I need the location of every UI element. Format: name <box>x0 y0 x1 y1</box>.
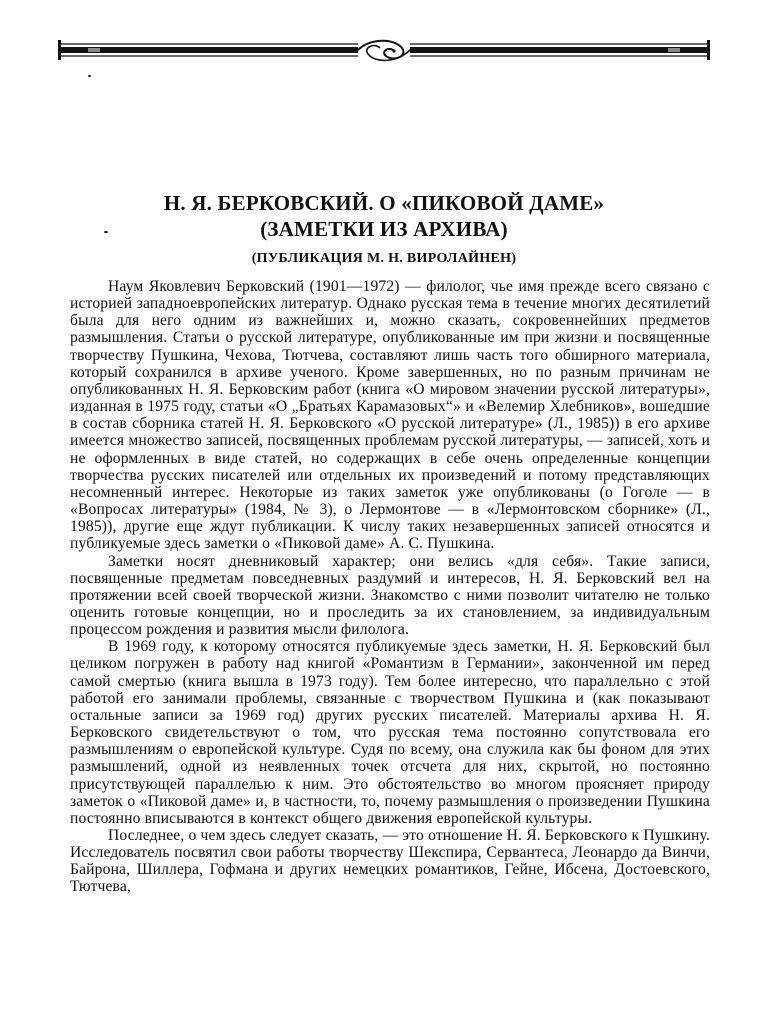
paragraph: Заметки носят дневниковый характер; они велись «для себя». Такие записи, посвященные предметам повседневных раздумий и интересов, Н. Я. Берковский вел на протяжении всей своей творческой жизни. Знакомство с ними позволит читателю не только оценить готовые концепции, но и проследить за их становлением, за индивидуальным процессом рождения и развития мысли филолога. <box>70 552 710 639</box>
paragraph: В 1969 году, к которому относятся публикуемые здесь заметки, Н. Я. Берковский был целиком погружен в работу над книгой «Романтизм в Германии», законченной им перед самой смертью (книга вышла в 1973 году). Тем более интересно, что параллельно с этой работой его занимали проблемы, связанные с творчеством Пушкина и (как показывают остальные записи за 1969 год) других русских писателей. Материалы архива Н. Я. Берковского свидетельствуют о том, что русская тема постоянно сопутствовала его размышлениям о европейской культуре. Судя по всему, она служила как бы фоном для этих размышлений, одной из неявленных точек отсчета для них, скрытой, но постоянно присутствующей параллелью к ним. Это обстоятельство во многом проясняет природу заметок о «Пиковой даме» и, в частности, то, почему размышления о произведении Пушкина постоянно вписываются в контекст общего движения европейской культуры. <box>70 638 710 827</box>
article-title-line-2: (ЗАМЕТКИ ИЗ АРХИВА) <box>260 217 508 241</box>
article-title-line-1: Н. Я. БЕРКОВСКИЙ. О «ПИКОВОЙ ДАМЕ» <box>163 191 605 215</box>
print-speck <box>88 75 91 77</box>
publication-credit: (ПУБЛИКАЦИЯ М. Н. ВИРОЛАЙНЕН) <box>251 251 517 266</box>
paragraph: Последнее, о чем здесь следует сказать, — это отношение Н. Я. Берковского к Пушкину. Исследователь посвятил свои работы творчеству Шекспира, Сервантеса, Леонардо да Винчи, Байрона, Шиллера, Гофмана и других немецких романтиков, Гейне, Ибсена, Достоевского, Тютчева, <box>70 827 710 896</box>
article-body <box>70 278 710 896</box>
article-header <box>0 190 768 281</box>
header-ornament <box>58 36 710 68</box>
paragraph: Наум Яковлевич Берковский (1901—1972) — филолог, чье имя прежде всего связано с историей западноевропейских литератур. Однако русская тема в течение многих десятилетий была для него одним из важнейших и, можно сказать, сокровеннейших предметов размышления. Статьи о русской литературе, опубликованные им при жизни и посвященные творчеству Пушкина, Чехова, Тютчева, составляют лишь часть того обширного материала, который сохранился в архиве ученого. Кроме завершенных, но по разным причинам не опубликованных Н. Я. Берковским работ (книга «О мировом значении русской литературы», изданная в 1975 году, статьи «О „Братьях Карамазовых“» и «Велемир Хлебников», вошедшие в состав сборника статей Н. Я. Берковского «О русской литературе» (Л., 1985)) в его архиве имеется множество записей, посвященных проблемам русской литературы, — записей, хоть и не оформленных в виде статей, но содержащих в себе очень определенные концепции творчества русских писателей или отдельных их произведений и потому представляющих несомненный интерес. Некоторые из таких заметок уже опубликованы (о Гоголе — в «Вопросах литературы» (1984, № 3), о Лермонтове — в «Лермонтовском сборнике» (Л., 1985)), другие еще ждут публикации. К числу таких незавершенных записей относятся и публикуемые здесь заметки о «Пиковой даме» А. С. Пушкина. <box>70 278 710 553</box>
